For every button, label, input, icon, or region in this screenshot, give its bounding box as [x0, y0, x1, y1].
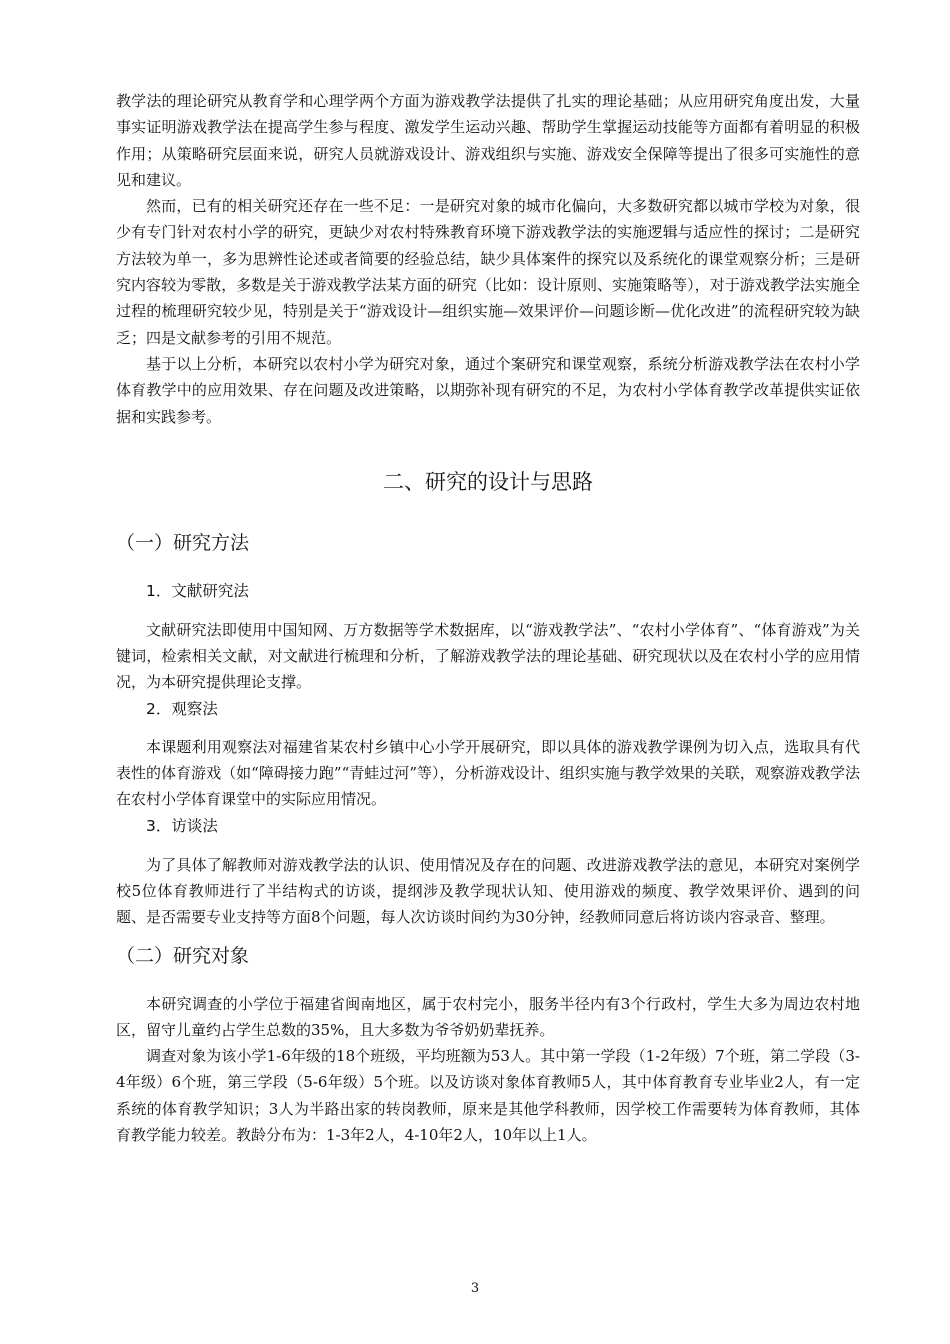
intro-paragraph-1: 教学法的理论研究从教育学和心理学两个方面为游戏教学法提供了扎实的理论基础；从应用研究角度出发，大量事实证明游戏教学法在提高学生参与程度、激发学生运动兴趣、帮助学生掌握运动技能等方面都有着明显的积极作用；从策略研究层面来说，研究人员就游戏设计、游戏组织与实施、游戏安全保障等提出了很多可实施性的意见和建议。	[116, 92, 860, 189]
subjects-paragraph-1: 本研究调查的小学位于福建省闽南地区，属于农村完小，服务半径内有3个行政村，学生大多为周边农村地区，留守儿童约占学生总数的35%，且大多数为爷爷奶奶辈抚养。	[116, 994, 860, 1039]
method-text-observation: 本课题利用观察法对福建省某农村乡镇中心小学开展研究，即以具体的游戏教学课例为切入点，选取具有代表性的体育游戏（如“障碍接力跑”“青蛙过河”等），分析游戏设计、组织实施与教学效果的关联，观察游戏教学法在农村小学体育课堂中的实际应用情况。	[116, 737, 860, 809]
method-heading-literature: 1．文献研究法	[146, 581, 249, 600]
page-number: 3	[470, 1281, 480, 1296]
chapter-title: 二、研究的设计与思路	[383, 469, 593, 494]
method-heading-observation: 2．观察法	[146, 699, 218, 718]
method-heading-interview: 3．访谈法	[146, 816, 218, 835]
subjects-paragraph-2: 调查对象为该小学1-6年级的18个班级，平均班额为53人。其中第一学段（1-2年级）7个班，第二学段（3-4年级）6个班，第三学段（5-6年级）5个班。以及访谈对象体育教师5人，其中体育教育专业毕业2人，有一定系统的体育教学知识；3人为半路出家的转岗教师，原来是其他学科教师，因学校工作需要转为体育教师，其体育教学能力较差。教龄分布为：1-3年2人，4-10年2人，10年以上1人。	[116, 1047, 860, 1145]
intro-paragraph-2: 然而，已有的相关研究还存在一些不足：一是研究对象的城市化偏向，大多数研究都以城市学校为对象，很少有专门针对农村小学的研究，更缺少对农村特殊教育环境下游戏教学法的实施逻辑与适应性的探讨；二是研究方法较为单一，多为思辨性论述或者简要的经验总结，缺少具体案件的探究以及系统化的课堂观察分析；三是研究内容较为零散，多数是关于游戏教学法某方面的研究（比如：设计原则、实施策略等），对于游戏教学法实施全过程的梳理研究较少见，特别是关于“游戏设计—组织实施—效果评价—问题诊断—优化改进”的流程研究较为缺乏；四是文献参考的引用不规范。	[116, 197, 860, 347]
section-title-subjects: （二）研究对象	[116, 944, 250, 967]
method-text-literature: 文献研究法即使用中国知网、万方数据等学术数据库，以“游戏教学法”、“农村小学体育”、“体育游戏”为关键词，检索相关文献，对文献进行梳理和分析，了解游戏教学法的理论基础、研究现状以及在农村小学的应用情况，为本研究提供理论支撑。	[116, 620, 860, 692]
method-text-interview: 为了具体了解教师对游戏教学法的认识、使用情况及存在的问题、改进游戏教学法的意见，本研究对案例学校5位体育教师进行了半结构式的访谈，提纲涉及教学现状认知、使用游戏的频度、教学效果评价、遇到的问题、是否需要专业支持等方面8个问题，每人次访谈时间约为30分钟，经教师同意后将访谈内容录音、整理。	[116, 855, 860, 927]
intro-paragraph-3: 基于以上分析，本研究以农村小学为研究对象，通过个案研究和课堂观察，系统分析游戏教学法在农村小学体育教学中的应用效果、存在问题及改进策略，以期弥补现有研究的不足，为农村小学体育教学改革提供实证依据和实践参考。	[116, 354, 860, 426]
page-body	[116, 88, 860, 1148]
section-title-methods: （一）研究方法	[116, 531, 250, 554]
